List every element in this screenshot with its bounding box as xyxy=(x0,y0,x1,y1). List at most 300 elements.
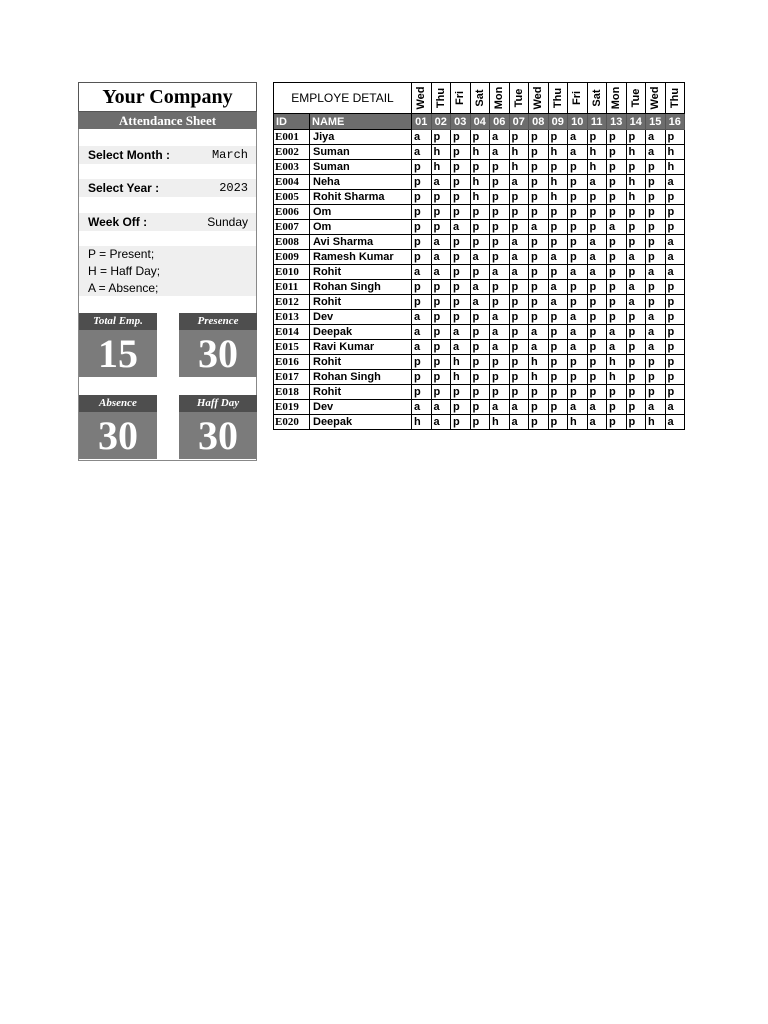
attendance-mark-cell[interactable]: p xyxy=(529,295,549,310)
attendance-mark-cell[interactable]: p xyxy=(665,325,685,340)
attendance-mark-cell[interactable]: p xyxy=(529,385,549,400)
attendance-mark-cell[interactable]: p xyxy=(646,175,666,190)
attendance-mark-cell[interactable]: p xyxy=(548,370,568,385)
attendance-mark-cell[interactable]: p xyxy=(607,385,627,400)
attendance-mark-cell[interactable]: p xyxy=(626,355,646,370)
attendance-mark-cell[interactable]: a xyxy=(412,400,432,415)
attendance-mark-cell[interactable]: p xyxy=(626,160,646,175)
attendance-mark-cell[interactable]: h xyxy=(509,145,529,160)
attendance-mark-cell[interactable]: p xyxy=(665,340,685,355)
attendance-mark-cell[interactable]: p xyxy=(431,220,451,235)
attendance-mark-cell[interactable]: h xyxy=(412,415,432,430)
attendance-mark-cell[interactable]: p xyxy=(490,220,510,235)
attendance-mark-cell[interactable]: p xyxy=(431,205,451,220)
attendance-mark-cell[interactable]: a xyxy=(568,145,588,160)
employee-name-cell[interactable]: Rohit xyxy=(310,265,412,280)
attendance-mark-cell[interactable]: h xyxy=(470,145,490,160)
attendance-mark-cell[interactable]: p xyxy=(646,250,666,265)
attendance-mark-cell[interactable]: a xyxy=(568,130,588,145)
attendance-mark-cell[interactable]: p xyxy=(646,220,666,235)
employee-id-cell[interactable]: E015 xyxy=(274,340,310,355)
attendance-mark-cell[interactable]: p xyxy=(607,310,627,325)
attendance-mark-cell[interactable]: a xyxy=(490,340,510,355)
attendance-mark-cell[interactable]: p xyxy=(587,340,607,355)
attendance-mark-cell[interactable]: p xyxy=(665,205,685,220)
attendance-mark-cell[interactable]: p xyxy=(470,235,490,250)
attendance-mark-cell[interactable]: p xyxy=(509,295,529,310)
attendance-mark-cell[interactable]: a xyxy=(431,400,451,415)
attendance-mark-cell[interactable]: a xyxy=(451,340,471,355)
attendance-mark-cell[interactable]: p xyxy=(529,130,549,145)
attendance-mark-cell[interactable]: p xyxy=(548,385,568,400)
attendance-mark-cell[interactable]: h xyxy=(587,145,607,160)
attendance-mark-cell[interactable]: a xyxy=(587,400,607,415)
attendance-mark-cell[interactable]: p xyxy=(509,130,529,145)
attendance-mark-cell[interactable]: h xyxy=(626,175,646,190)
attendance-mark-cell[interactable]: p xyxy=(509,280,529,295)
employee-id-cell[interactable]: E019 xyxy=(274,400,310,415)
attendance-mark-cell[interactable]: a xyxy=(490,265,510,280)
attendance-mark-cell[interactable]: p xyxy=(412,190,432,205)
attendance-mark-cell[interactable]: p xyxy=(665,130,685,145)
attendance-mark-cell[interactable]: p xyxy=(451,400,471,415)
attendance-mark-cell[interactable]: p xyxy=(587,355,607,370)
attendance-mark-cell[interactable]: a xyxy=(509,400,529,415)
attendance-mark-cell[interactable]: p xyxy=(665,370,685,385)
attendance-mark-cell[interactable]: a xyxy=(665,250,685,265)
attendance-mark-cell[interactable]: p xyxy=(412,370,432,385)
attendance-mark-cell[interactable]: p xyxy=(607,175,627,190)
attendance-mark-cell[interactable]: p xyxy=(451,310,471,325)
attendance-mark-cell[interactable]: a xyxy=(412,340,432,355)
attendance-mark-cell[interactable]: a xyxy=(607,340,627,355)
attendance-mark-cell[interactable]: p xyxy=(548,205,568,220)
attendance-mark-cell[interactable]: p xyxy=(529,175,549,190)
attendance-mark-cell[interactable]: p xyxy=(470,385,490,400)
attendance-mark-cell[interactable]: p xyxy=(587,130,607,145)
attendance-mark-cell[interactable]: p xyxy=(509,190,529,205)
attendance-mark-cell[interactable]: a xyxy=(451,220,471,235)
attendance-mark-cell[interactable]: p xyxy=(490,190,510,205)
attendance-mark-cell[interactable]: p xyxy=(646,160,666,175)
employee-id-cell[interactable]: E011 xyxy=(274,280,310,295)
employee-name-cell[interactable]: Jiya xyxy=(310,130,412,145)
attendance-mark-cell[interactable]: p xyxy=(626,235,646,250)
attendance-mark-cell[interactable]: a xyxy=(509,235,529,250)
attendance-mark-cell[interactable]: p xyxy=(665,355,685,370)
attendance-mark-cell[interactable]: a xyxy=(665,415,685,430)
attendance-mark-cell[interactable]: p xyxy=(509,310,529,325)
attendance-mark-cell[interactable]: p xyxy=(568,280,588,295)
attendance-mark-cell[interactable]: p xyxy=(412,175,432,190)
attendance-mark-cell[interactable]: a xyxy=(490,310,510,325)
attendance-mark-cell[interactable]: p xyxy=(490,295,510,310)
attendance-mark-cell[interactable]: a xyxy=(646,310,666,325)
attendance-mark-cell[interactable]: p xyxy=(451,205,471,220)
employee-id-cell[interactable]: E020 xyxy=(274,415,310,430)
attendance-mark-cell[interactable]: p xyxy=(646,370,666,385)
attendance-mark-cell[interactable]: p xyxy=(470,160,490,175)
month-select[interactable]: March xyxy=(211,148,248,162)
attendance-mark-cell[interactable]: p xyxy=(529,190,549,205)
attendance-mark-cell[interactable]: p xyxy=(568,220,588,235)
attendance-mark-cell[interactable]: p xyxy=(548,160,568,175)
attendance-mark-cell[interactable]: p xyxy=(431,310,451,325)
attendance-mark-cell[interactable]: p xyxy=(665,280,685,295)
attendance-mark-cell[interactable]: p xyxy=(509,325,529,340)
attendance-mark-cell[interactable]: a xyxy=(548,295,568,310)
attendance-mark-cell[interactable]: p xyxy=(587,280,607,295)
employee-id-cell[interactable]: E003 xyxy=(274,160,310,175)
attendance-mark-cell[interactable]: p xyxy=(587,190,607,205)
attendance-mark-cell[interactable]: p xyxy=(451,295,471,310)
employee-name-cell[interactable]: Deepak xyxy=(310,325,412,340)
attendance-mark-cell[interactable]: p xyxy=(607,145,627,160)
attendance-mark-cell[interactable]: p xyxy=(451,385,471,400)
attendance-mark-cell[interactable]: p xyxy=(451,145,471,160)
attendance-mark-cell[interactable]: a xyxy=(412,325,432,340)
attendance-mark-cell[interactable]: h xyxy=(529,355,549,370)
attendance-mark-cell[interactable]: p xyxy=(490,370,510,385)
employee-id-cell[interactable]: E012 xyxy=(274,295,310,310)
attendance-mark-cell[interactable]: p xyxy=(490,250,510,265)
employee-name-cell[interactable]: Deepak xyxy=(310,415,412,430)
attendance-mark-cell[interactable]: a xyxy=(626,280,646,295)
attendance-mark-cell[interactable]: p xyxy=(646,205,666,220)
attendance-mark-cell[interactable]: p xyxy=(568,175,588,190)
attendance-mark-cell[interactable]: a xyxy=(412,130,432,145)
attendance-mark-cell[interactable]: p xyxy=(665,310,685,325)
attendance-mark-cell[interactable]: p xyxy=(568,385,588,400)
attendance-mark-cell[interactable]: p xyxy=(568,370,588,385)
attendance-mark-cell[interactable]: h xyxy=(548,175,568,190)
attendance-mark-cell[interactable]: p xyxy=(607,400,627,415)
attendance-mark-cell[interactable]: p xyxy=(548,130,568,145)
attendance-mark-cell[interactable]: p xyxy=(509,355,529,370)
employee-id-cell[interactable]: E009 xyxy=(274,250,310,265)
attendance-mark-cell[interactable]: p xyxy=(548,220,568,235)
attendance-mark-cell[interactable]: p xyxy=(626,310,646,325)
attendance-mark-cell[interactable]: p xyxy=(587,310,607,325)
attendance-mark-cell[interactable]: p xyxy=(451,415,471,430)
attendance-mark-cell[interactable]: p xyxy=(607,235,627,250)
attendance-mark-cell[interactable]: a xyxy=(509,175,529,190)
employee-name-cell[interactable]: Suman xyxy=(310,160,412,175)
attendance-mark-cell[interactable]: h xyxy=(665,160,685,175)
attendance-mark-cell[interactable]: p xyxy=(607,265,627,280)
attendance-mark-cell[interactable]: h xyxy=(431,160,451,175)
attendance-mark-cell[interactable]: a xyxy=(587,235,607,250)
attendance-mark-cell[interactable]: p xyxy=(509,370,529,385)
attendance-mark-cell[interactable]: a xyxy=(529,325,549,340)
attendance-mark-cell[interactable]: p xyxy=(470,355,490,370)
attendance-mark-cell[interactable]: p xyxy=(451,160,471,175)
employee-name-cell[interactable]: Suman xyxy=(310,145,412,160)
attendance-mark-cell[interactable]: a xyxy=(587,265,607,280)
attendance-mark-cell[interactable]: h xyxy=(607,355,627,370)
employee-name-cell[interactable]: Om xyxy=(310,205,412,220)
attendance-mark-cell[interactable]: p xyxy=(470,220,490,235)
attendance-mark-cell[interactable]: a xyxy=(509,265,529,280)
attendance-mark-cell[interactable]: a xyxy=(665,175,685,190)
attendance-mark-cell[interactable]: p xyxy=(665,295,685,310)
employee-id-cell[interactable]: E007 xyxy=(274,220,310,235)
attendance-mark-cell[interactable]: h xyxy=(431,145,451,160)
attendance-mark-cell[interactable]: p xyxy=(470,130,490,145)
employee-id-cell[interactable]: E017 xyxy=(274,370,310,385)
attendance-mark-cell[interactable]: h xyxy=(451,355,471,370)
employee-id-cell[interactable]: E008 xyxy=(274,235,310,250)
employee-id-cell[interactable]: E013 xyxy=(274,310,310,325)
attendance-mark-cell[interactable]: h xyxy=(607,370,627,385)
employee-name-cell[interactable]: Ravi Kumar xyxy=(310,340,412,355)
attendance-mark-cell[interactable]: p xyxy=(665,385,685,400)
attendance-mark-cell[interactable]: p xyxy=(665,190,685,205)
attendance-mark-cell[interactable]: a xyxy=(412,145,432,160)
attendance-mark-cell[interactable]: p xyxy=(626,130,646,145)
employee-name-cell[interactable]: Rohit xyxy=(310,385,412,400)
attendance-mark-cell[interactable]: p xyxy=(412,280,432,295)
attendance-mark-cell[interactable]: p xyxy=(529,280,549,295)
attendance-mark-cell[interactable]: p xyxy=(646,280,666,295)
employee-id-cell[interactable]: E018 xyxy=(274,385,310,400)
attendance-mark-cell[interactable]: p xyxy=(431,385,451,400)
attendance-mark-cell[interactable]: a xyxy=(431,415,451,430)
attendance-mark-cell[interactable]: a xyxy=(587,175,607,190)
attendance-mark-cell[interactable]: p xyxy=(412,205,432,220)
employee-id-cell[interactable]: E016 xyxy=(274,355,310,370)
year-select[interactable]: 2023 xyxy=(219,181,248,195)
attendance-mark-cell[interactable]: p xyxy=(607,280,627,295)
attendance-mark-cell[interactable]: p xyxy=(431,325,451,340)
attendance-mark-cell[interactable]: p xyxy=(412,355,432,370)
attendance-mark-cell[interactable]: p xyxy=(470,205,490,220)
attendance-mark-cell[interactable]: p xyxy=(665,220,685,235)
attendance-mark-cell[interactable]: a xyxy=(529,220,549,235)
attendance-mark-cell[interactable]: p xyxy=(568,190,588,205)
attendance-mark-cell[interactable]: h xyxy=(470,175,490,190)
attendance-mark-cell[interactable]: p xyxy=(529,250,549,265)
employee-name-cell[interactable]: Rohan Singh xyxy=(310,280,412,295)
attendance-mark-cell[interactable]: p xyxy=(646,355,666,370)
attendance-mark-cell[interactable]: p xyxy=(626,400,646,415)
attendance-mark-cell[interactable]: h xyxy=(529,370,549,385)
attendance-mark-cell[interactable]: p xyxy=(568,205,588,220)
attendance-mark-cell[interactable]: p xyxy=(529,235,549,250)
attendance-mark-cell[interactable]: p xyxy=(568,355,588,370)
attendance-mark-cell[interactable]: p xyxy=(548,340,568,355)
attendance-mark-cell[interactable]: a xyxy=(431,175,451,190)
attendance-mark-cell[interactable]: p xyxy=(490,160,510,175)
attendance-mark-cell[interactable]: p xyxy=(587,325,607,340)
attendance-mark-cell[interactable]: a xyxy=(646,130,666,145)
attendance-mark-cell[interactable]: p xyxy=(568,250,588,265)
attendance-mark-cell[interactable]: p xyxy=(626,370,646,385)
attendance-mark-cell[interactable]: a xyxy=(607,220,627,235)
attendance-mark-cell[interactable]: p xyxy=(548,310,568,325)
attendance-mark-cell[interactable]: p xyxy=(529,310,549,325)
attendance-mark-cell[interactable]: p xyxy=(529,145,549,160)
attendance-mark-cell[interactable]: a xyxy=(665,400,685,415)
attendance-mark-cell[interactable]: p xyxy=(490,235,510,250)
attendance-mark-cell[interactable]: p xyxy=(568,160,588,175)
employee-name-cell[interactable]: Rohit Sharma xyxy=(310,190,412,205)
attendance-mark-cell[interactable]: a xyxy=(646,265,666,280)
employee-id-cell[interactable]: E001 xyxy=(274,130,310,145)
employee-id-cell[interactable]: E006 xyxy=(274,205,310,220)
attendance-mark-cell[interactable]: p xyxy=(490,385,510,400)
attendance-mark-cell[interactable]: p xyxy=(451,265,471,280)
attendance-mark-cell[interactable]: p xyxy=(431,340,451,355)
attendance-mark-cell[interactable]: a xyxy=(509,415,529,430)
employee-id-cell[interactable]: E014 xyxy=(274,325,310,340)
attendance-mark-cell[interactable]: a xyxy=(529,340,549,355)
attendance-mark-cell[interactable]: h xyxy=(451,370,471,385)
attendance-mark-cell[interactable]: p xyxy=(412,220,432,235)
attendance-mark-cell[interactable]: p xyxy=(548,355,568,370)
attendance-mark-cell[interactable]: a xyxy=(587,250,607,265)
attendance-mark-cell[interactable]: p xyxy=(607,295,627,310)
attendance-mark-cell[interactable]: p xyxy=(490,205,510,220)
attendance-mark-cell[interactable]: h xyxy=(548,190,568,205)
attendance-mark-cell[interactable]: p xyxy=(626,415,646,430)
attendance-mark-cell[interactable]: p xyxy=(626,340,646,355)
attendance-mark-cell[interactable]: p xyxy=(529,415,549,430)
employee-name-cell[interactable]: Avi Sharma xyxy=(310,235,412,250)
employee-name-cell[interactable]: Rohit xyxy=(310,295,412,310)
attendance-mark-cell[interactable]: p xyxy=(509,385,529,400)
attendance-mark-cell[interactable]: p xyxy=(646,295,666,310)
attendance-mark-cell[interactable]: p xyxy=(470,400,490,415)
employee-id-cell[interactable]: E002 xyxy=(274,145,310,160)
attendance-mark-cell[interactable]: p xyxy=(626,220,646,235)
attendance-mark-cell[interactable]: p xyxy=(568,295,588,310)
attendance-mark-cell[interactable]: p xyxy=(451,190,471,205)
attendance-mark-cell[interactable]: a xyxy=(626,295,646,310)
attendance-mark-cell[interactable]: h xyxy=(548,145,568,160)
attendance-mark-cell[interactable]: a xyxy=(626,250,646,265)
attendance-mark-cell[interactable]: a xyxy=(431,235,451,250)
attendance-mark-cell[interactable]: a xyxy=(490,325,510,340)
attendance-mark-cell[interactable]: p xyxy=(451,235,471,250)
attendance-mark-cell[interactable]: p xyxy=(490,280,510,295)
attendance-mark-cell[interactable]: p xyxy=(412,235,432,250)
attendance-mark-cell[interactable]: p xyxy=(587,370,607,385)
employee-name-cell[interactable]: Neha xyxy=(310,175,412,190)
attendance-mark-cell[interactable]: p xyxy=(470,415,490,430)
employee-id-cell[interactable]: E004 xyxy=(274,175,310,190)
attendance-mark-cell[interactable]: p xyxy=(548,265,568,280)
attendance-mark-cell[interactable]: a xyxy=(451,325,471,340)
employee-name-cell[interactable]: Dev xyxy=(310,310,412,325)
attendance-mark-cell[interactable]: a xyxy=(587,415,607,430)
attendance-mark-cell[interactable]: a xyxy=(431,265,451,280)
attendance-mark-cell[interactable]: p xyxy=(490,175,510,190)
attendance-mark-cell[interactable]: p xyxy=(587,220,607,235)
attendance-mark-cell[interactable]: h xyxy=(665,145,685,160)
attendance-mark-cell[interactable]: p xyxy=(509,205,529,220)
employee-name-cell[interactable]: Rohit xyxy=(310,355,412,370)
attendance-mark-cell[interactable]: p xyxy=(548,235,568,250)
attendance-mark-cell[interactable]: a xyxy=(548,250,568,265)
attendance-mark-cell[interactable]: p xyxy=(431,355,451,370)
attendance-mark-cell[interactable]: p xyxy=(607,130,627,145)
attendance-mark-cell[interactable]: p xyxy=(646,190,666,205)
attendance-mark-cell[interactable]: p xyxy=(451,175,471,190)
attendance-mark-cell[interactable]: a xyxy=(470,295,490,310)
attendance-mark-cell[interactable]: a xyxy=(548,280,568,295)
attendance-mark-cell[interactable]: p xyxy=(587,205,607,220)
attendance-mark-cell[interactable]: p xyxy=(626,205,646,220)
attendance-mark-cell[interactable]: p xyxy=(431,130,451,145)
attendance-mark-cell[interactable]: p xyxy=(470,370,490,385)
attendance-mark-cell[interactable]: a xyxy=(646,325,666,340)
attendance-mark-cell[interactable]: p xyxy=(470,340,490,355)
attendance-mark-cell[interactable]: p xyxy=(412,250,432,265)
attendance-mark-cell[interactable]: a xyxy=(665,235,685,250)
attendance-mark-cell[interactable]: a xyxy=(470,250,490,265)
attendance-mark-cell[interactable]: a xyxy=(490,130,510,145)
attendance-mark-cell[interactable]: p xyxy=(587,295,607,310)
attendance-mark-cell[interactable]: p xyxy=(509,340,529,355)
attendance-mark-cell[interactable]: a xyxy=(509,250,529,265)
attendance-mark-cell[interactable]: h xyxy=(626,145,646,160)
attendance-mark-cell[interactable]: h xyxy=(509,160,529,175)
attendance-mark-cell[interactable]: a xyxy=(431,250,451,265)
attendance-mark-cell[interactable]: p xyxy=(470,265,490,280)
employee-name-cell[interactable]: Dev xyxy=(310,400,412,415)
attendance-mark-cell[interactable]: p xyxy=(646,385,666,400)
attendance-mark-cell[interactable]: a xyxy=(568,325,588,340)
attendance-mark-cell[interactable]: p xyxy=(587,385,607,400)
attendance-mark-cell[interactable]: a xyxy=(470,280,490,295)
attendance-mark-cell[interactable]: p xyxy=(626,325,646,340)
attendance-mark-cell[interactable]: a xyxy=(568,265,588,280)
attendance-mark-cell[interactable]: p xyxy=(607,415,627,430)
attendance-mark-cell[interactable]: h xyxy=(568,415,588,430)
attendance-mark-cell[interactable]: p xyxy=(431,280,451,295)
attendance-mark-cell[interactable]: p xyxy=(412,295,432,310)
attendance-mark-cell[interactable]: p xyxy=(509,220,529,235)
attendance-mark-cell[interactable]: p xyxy=(548,400,568,415)
attendance-mark-cell[interactable]: a xyxy=(490,400,510,415)
employee-name-cell[interactable]: Ramesh Kumar xyxy=(310,250,412,265)
employee-id-cell[interactable]: E010 xyxy=(274,265,310,280)
attendance-mark-cell[interactable]: p xyxy=(626,385,646,400)
attendance-mark-cell[interactable]: a xyxy=(646,145,666,160)
attendance-mark-cell[interactable]: a xyxy=(568,310,588,325)
attendance-mark-cell[interactable]: a xyxy=(568,340,588,355)
employee-name-cell[interactable]: Om xyxy=(310,220,412,235)
attendance-mark-cell[interactable]: p xyxy=(529,205,549,220)
attendance-mark-cell[interactable]: p xyxy=(626,265,646,280)
attendance-mark-cell[interactable]: a xyxy=(568,400,588,415)
attendance-mark-cell[interactable]: h xyxy=(587,160,607,175)
attendance-mark-cell[interactable]: p xyxy=(451,250,471,265)
attendance-mark-cell[interactable]: p xyxy=(548,325,568,340)
attendance-mark-cell[interactable]: p xyxy=(607,250,627,265)
attendance-mark-cell[interactable]: p xyxy=(646,235,666,250)
attendance-mark-cell[interactable]: a xyxy=(412,265,432,280)
employee-name-cell[interactable]: Rohan Singh xyxy=(310,370,412,385)
attendance-mark-cell[interactable]: p xyxy=(412,160,432,175)
attendance-mark-cell[interactable]: p xyxy=(607,190,627,205)
attendance-mark-cell[interactable]: h xyxy=(470,190,490,205)
attendance-mark-cell[interactable]: p xyxy=(431,295,451,310)
attendance-mark-cell[interactable]: h xyxy=(626,190,646,205)
attendance-mark-cell[interactable]: p xyxy=(490,355,510,370)
attendance-mark-cell[interactable]: p xyxy=(470,325,490,340)
